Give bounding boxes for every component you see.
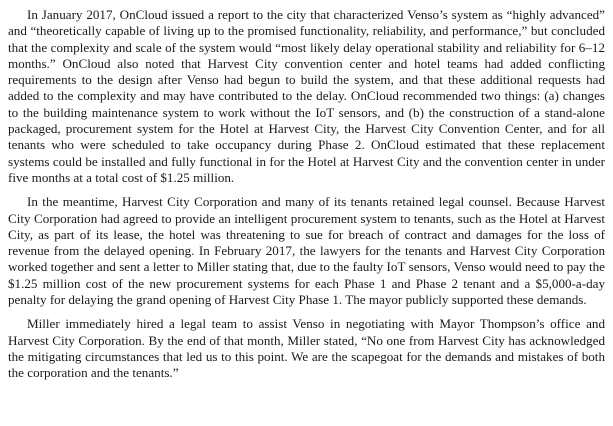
paragraph-legal-counsel: In the meantime, Harvest City Corporation and many of its tenants retained legal counsel. Because Harvest City Corporation had agreed to provide an intelligent procurement system to tenants, such as the Hotel at Harvest City, as part of its lease, the hotel was threatening to sue for breach of contract and damages for the loss of revenue from the delayed opening. In February 2017, the lawyers for the tenants and Harvest City Corporation worked together and sent a letter to Miller stating that, due to the faulty IoT sensors, Venso would need to pay the $1.25 million cost of the new procurement systems for each Phase 1 and Phase 2 tenant and a $5,000-a-day penalty for delaying the grand opening of Harvest City Phase 1. The mayor publicly supported these demands. <box>8 194 605 308</box>
paragraph-oncloud-report: In January 2017, OnCloud issued a report to the city that characterized Venso’s system as “highly advanced” and “theoretically capable of living up to the promised functionality, reliability, and performance,” but concluded that the complexity and scale of the system would “most likely delay operational stability and reliability for 6–12 months.” OnCloud also noted that Harvest City convention center and hotel teams had added conflicting requirements to the design after Venso had begun to build the system, and that these additional requests had added to the complexity and may have contributed to the delay. OnCloud recommended two things: (a) changes to the building maintenance system to work without the IoT sensors, and (b) the construction of a stand-alone packaged, procurement system for the Hotel at Harvest City, the Harvest City Convention Center, and for all tenants who were scheduled to take occupancy during Phase 2. OnCloud estimated that these replacement systems could be installed and fully functional in for the Hotel at Harvest City and the convention center in under five months at a total cost of $1.25 million. <box>8 7 605 185</box>
paragraph-miller-response: Miller immediately hired a legal team to assist Venso in negotiating with Mayor Thompson’s office and Harvest City Corporation. By the end of that month, Miller stated, “No one from Harvest City has acknowledged the mitigating circumstances that led us to this point. We are the scapegoat for the demands and mistakes of both the corporation and the tenants.” <box>8 316 605 381</box>
document-page <box>8 7 605 382</box>
